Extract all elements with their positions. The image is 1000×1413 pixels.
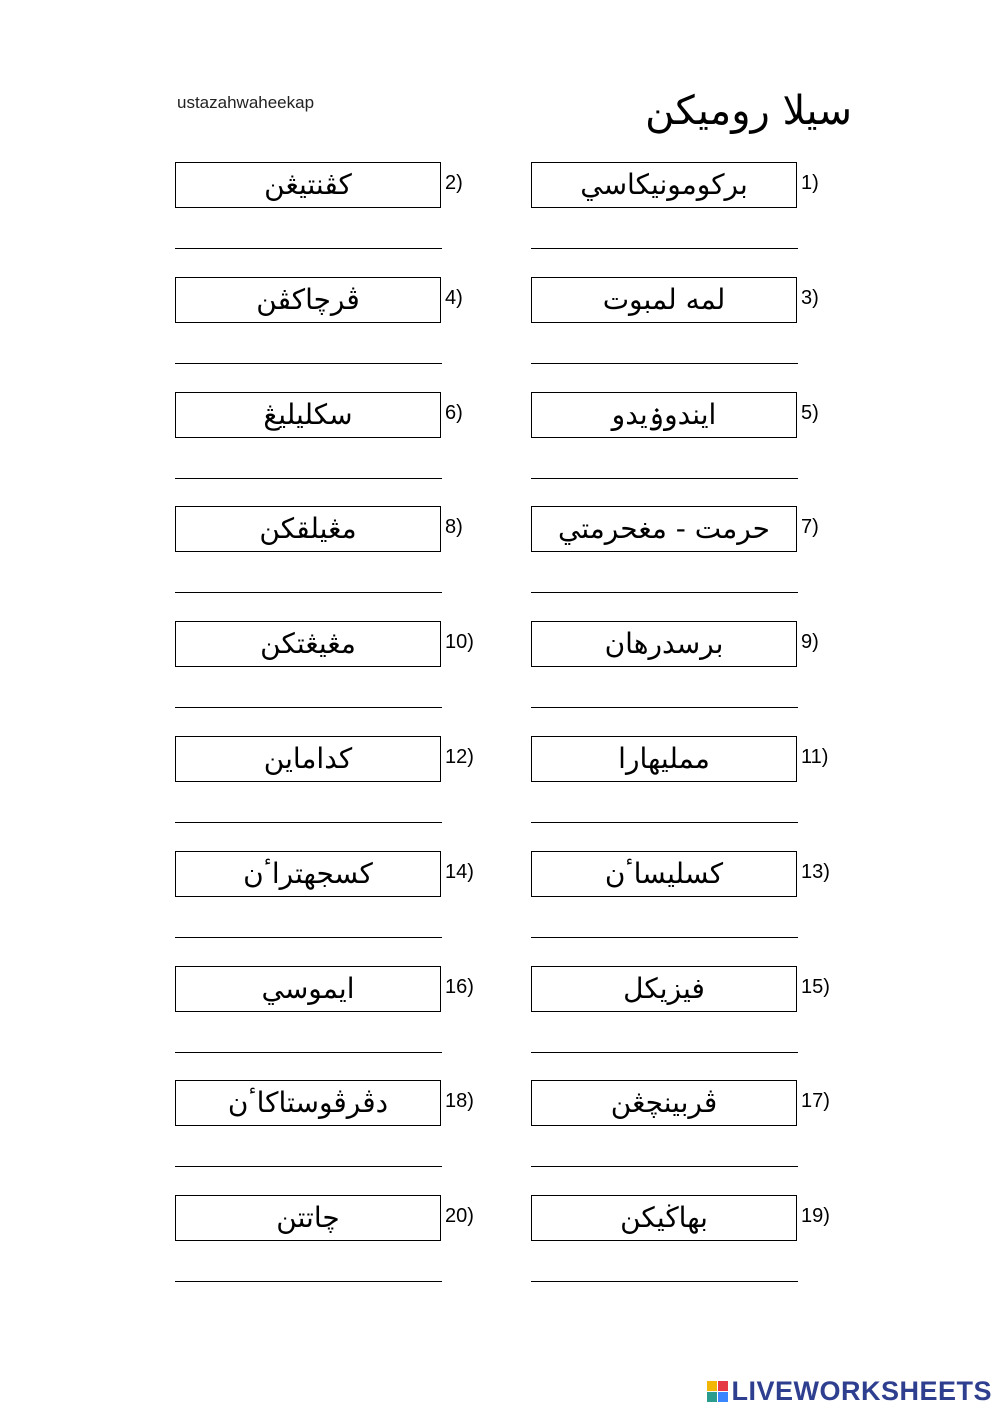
answer-line[interactable] <box>175 248 442 249</box>
exercise-item <box>531 1195 851 1345</box>
word-box: مڠيڠتكن <box>175 621 441 667</box>
item-number: 9) <box>801 631 819 654</box>
answer-line[interactable] <box>531 707 798 708</box>
word-box: ممليهارا <box>531 736 797 782</box>
answer-line[interactable] <box>175 1052 442 1053</box>
answer-line[interactable] <box>175 822 442 823</box>
answer-line[interactable] <box>531 592 798 593</box>
word-box: ڤرچاكڤن <box>175 277 441 323</box>
item-number: 1) <box>801 172 819 194</box>
item-number: 13) <box>801 860 830 883</box>
word-box: كداماين <box>175 736 441 782</box>
answer-line[interactable] <box>175 592 442 593</box>
answer-line[interactable] <box>531 363 798 364</box>
item-number: 19) <box>801 1205 830 1228</box>
answer-line[interactable] <box>531 478 798 479</box>
word-box: مڠيلقكن <box>175 506 441 552</box>
logo-icon <box>707 1381 728 1402</box>
answer-line[interactable] <box>531 822 798 823</box>
word-box: كسجهتراٴن <box>175 851 441 897</box>
answer-line[interactable] <box>175 1166 442 1167</box>
item-number: 7) <box>801 516 819 539</box>
word-box: بركومونيكاسي <box>531 162 797 208</box>
word-box: ڤربينچڠن <box>531 1080 797 1126</box>
word-box: لمه لمبوت <box>531 277 797 323</box>
answer-line[interactable] <box>175 1281 442 1282</box>
answer-line[interactable] <box>531 1281 798 1282</box>
item-number: 8) <box>445 516 463 539</box>
item-number: 18) <box>445 1090 474 1113</box>
author-name: ustazahwaheekap <box>177 93 315 112</box>
word-box: كسليساٴن <box>531 851 797 897</box>
word-box: ايندوۏيدو <box>531 392 797 438</box>
worksheet-title: سيلا روميكن <box>645 88 852 134</box>
answer-line[interactable] <box>531 937 798 938</box>
liveworksheets-logo <box>707 1376 992 1407</box>
word-box: حرمت - مغحرمتي <box>531 506 797 552</box>
word-box: فيزيكل <box>531 966 797 1012</box>
logo-text: LIVEWORKSHEETS <box>731 1376 992 1406</box>
word-box: ايموسي <box>175 966 441 1012</box>
word-box: كڤنتيڠن <box>175 162 441 208</box>
answer-line[interactable] <box>531 1166 798 1167</box>
item-number: 20) <box>445 1205 474 1228</box>
answer-line[interactable] <box>175 707 442 708</box>
answer-line[interactable] <box>175 478 442 479</box>
word-box: سكليليڠ <box>175 392 441 438</box>
answer-line[interactable] <box>175 363 442 364</box>
word-box: دڤرڤوستاكاٴن <box>175 1080 441 1126</box>
answer-line[interactable] <box>531 1052 798 1053</box>
item-number: 14) <box>445 860 474 883</box>
item-number: 11) <box>801 746 829 768</box>
item-number: 15) <box>801 975 830 998</box>
item-number: 3) <box>801 286 819 309</box>
item-number: 10) <box>445 631 474 654</box>
exercise-item <box>175 1195 495 1345</box>
item-number: 17) <box>801 1090 830 1113</box>
item-number: 12) <box>445 746 474 768</box>
item-number: 5) <box>801 401 819 424</box>
item-number: 16) <box>445 975 474 998</box>
answer-line[interactable] <box>175 937 442 938</box>
item-number: 6) <box>445 401 463 424</box>
answer-line[interactable] <box>531 248 798 249</box>
item-number: 4) <box>445 286 463 309</box>
word-box: برسدرهان <box>531 621 797 667</box>
word-box: چاتتن <box>175 1195 441 1241</box>
word-box: بهاڬيكن <box>531 1195 797 1241</box>
item-number: 2) <box>445 172 463 194</box>
